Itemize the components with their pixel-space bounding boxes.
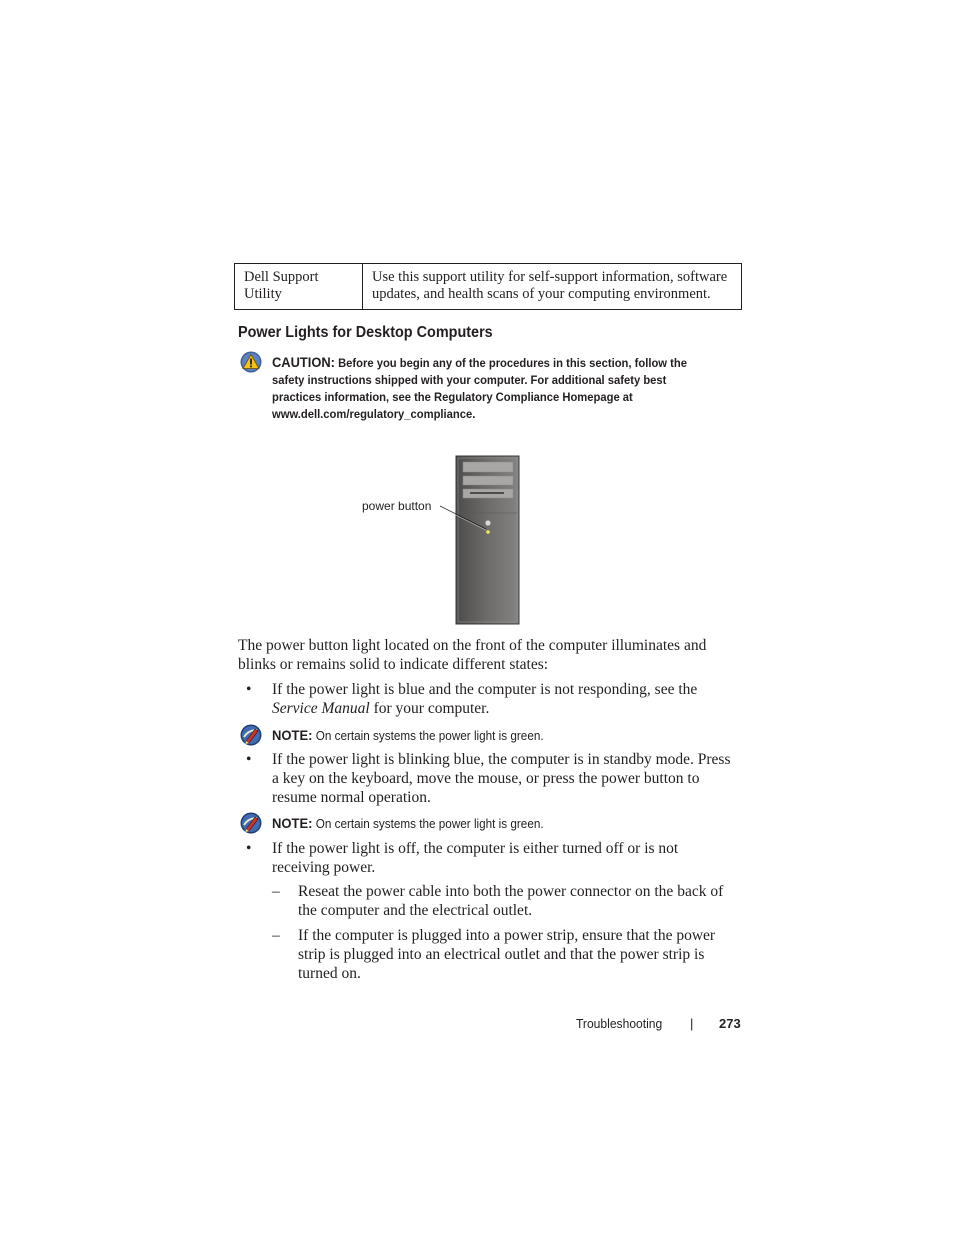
page-number: 273: [719, 1016, 741, 1031]
bullet-marker: •: [246, 681, 252, 698]
note-label: NOTE:: [272, 727, 313, 743]
note-pencil-icon: [240, 812, 262, 834]
support-utility-table: [234, 263, 742, 310]
caution-text: Before you begin any of the procedures in this section, follow the safety instructions shipped with your computer. For additional safety best practices information, see the Regulatory Compliance Homepage at www.dell.com/regulatory_compliance.: [272, 356, 687, 421]
bullet-marker: •: [246, 751, 252, 768]
footer-separator: |: [690, 1016, 694, 1031]
note-text: On certain systems the power light is green.: [315, 817, 544, 831]
bullet-1-text-end: for your computer.: [369, 700, 490, 717]
subitem-1: Reseat the power cable into both the power connector on the back of the computer and the electrical outlet.: [298, 883, 724, 919]
section-heading: Power Lights for Desktop Computers: [238, 324, 493, 341]
caution-notice: [272, 354, 714, 423]
subitem-2: If the computer is plugged into a power strip, ensure that the power strip is plugged into an electrical outlet and that the power strip is turned on.: [298, 927, 716, 982]
table-row: [235, 264, 742, 310]
caution-label: CAUTION:: [272, 354, 335, 370]
desktop-computer-illustration: [430, 452, 530, 628]
subitem-marker: –: [272, 927, 280, 944]
service-manual-title: Service Manual: [272, 700, 370, 717]
bullet-marker: •: [246, 840, 252, 857]
bullet-1-text: If the power light is blue and the computer is not responding, see the: [272, 681, 698, 698]
bullet-item-2: If the power light is blinking blue, the computer is in standby mode. Press a key on the keyboard, move the mouse, or press the power button to resume normal operation.: [272, 751, 731, 806]
bullet-item-3: If the power light is off, the computer is either turned off or is not receiving power.: [272, 840, 679, 876]
footer-section-name: Troubleshooting: [576, 1016, 663, 1031]
table-cell-name: Dell Support Utility: [235, 264, 363, 310]
note-pencil-icon: [240, 724, 262, 746]
note-2: [272, 815, 544, 831]
power-button-callout: power button: [362, 499, 432, 513]
table-cell-description: Use this support utility for self-support information, software updates, and health scans of your computing environment.: [363, 264, 742, 310]
caution-triangle-icon: [240, 351, 262, 373]
intro-paragraph: The power button light located on the front of the computer illuminates and blinks or remains solid to indicate different states:: [238, 637, 707, 673]
note-text: On certain systems the power light is green.: [315, 729, 544, 743]
note-label: NOTE:: [272, 815, 313, 831]
note-1: [272, 727, 544, 743]
subitem-marker: –: [272, 883, 280, 900]
bullet-item-1: [272, 680, 738, 718]
power-button-leader-line: [438, 502, 494, 536]
